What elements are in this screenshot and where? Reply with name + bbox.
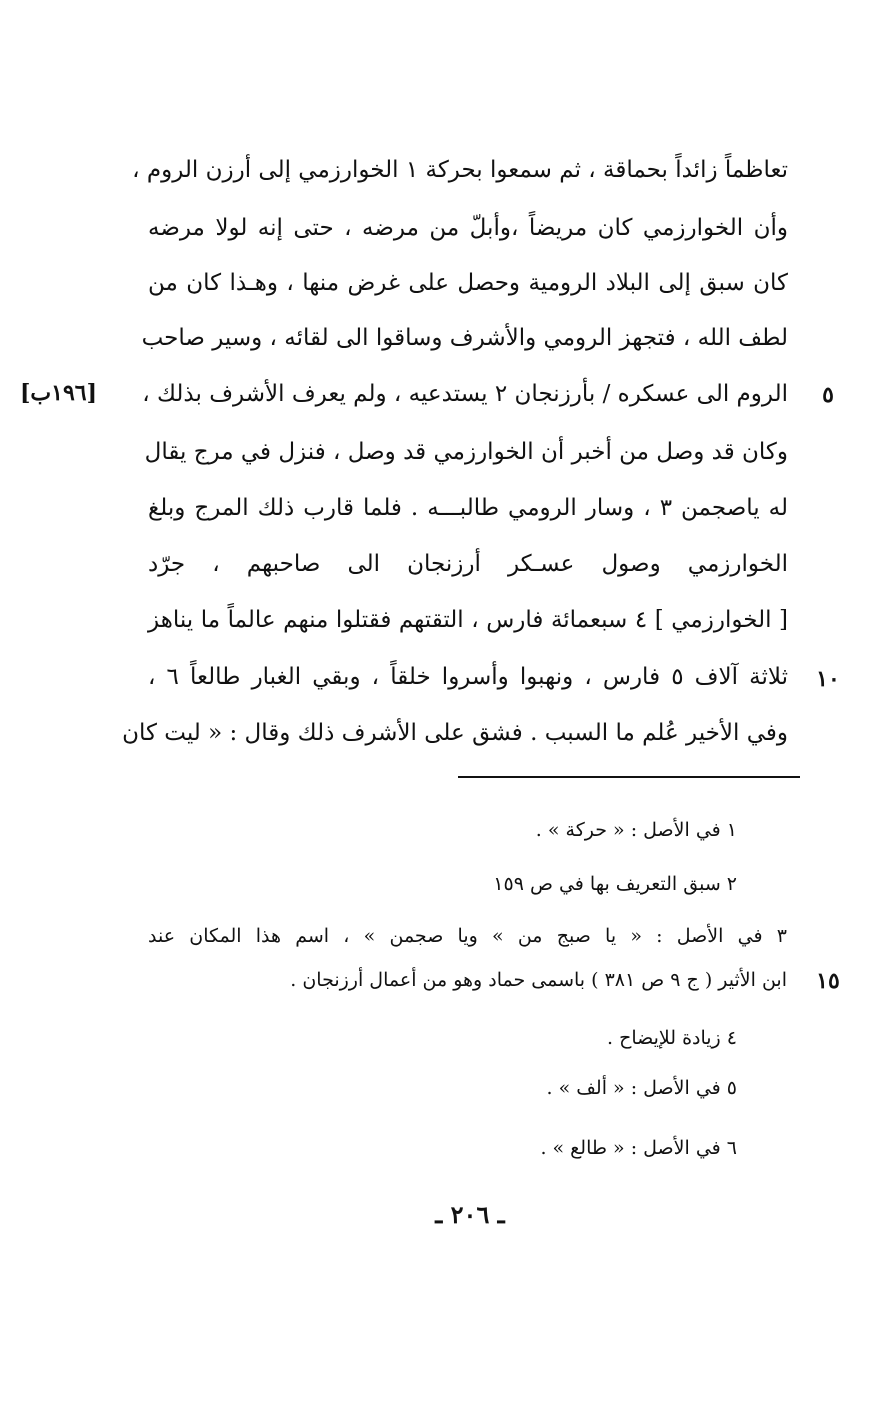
line-number-15: ١٥ — [816, 968, 840, 994]
footnote-3-continued: ابن الأثير ( ج ٩ ص ٣٨١ ) باسمى حماد وهو من أعمال أرزنجان . — [290, 969, 787, 991]
folio-marker: [١٩٦ب] — [20, 380, 97, 406]
footnote-3: ٣ في الأصل : « يا صبج من » ويا صجمن » ، اسم هذا المكان عند — [148, 925, 787, 947]
body-line-6: وكان قد وصل من أخبر أن الخوارزمي قد وصل ، فنزل في مرج يقال — [144, 439, 788, 465]
body-line-3: كان سبق إلى البلاد الرومية وحصل على غرض منها ، وهـذا كان من — [148, 270, 788, 296]
body-line-5: الروم الى عسكره / بأرزنجان ٢ يستدعيه ، ولم يعرف الأشرف بذلك ، — [142, 381, 788, 407]
body-line-7: له ياصجمن ٣ ، وسار الرومي طالبـــه . فلما قارب ذلك المرج وبلغ — [148, 495, 788, 521]
footnote-4: ٤ زيادة للإيضاح . — [607, 1027, 737, 1049]
footnote-2: ٢ سبق التعريف بها في ص ١٥٩ — [493, 873, 737, 895]
footnote-separator — [458, 776, 800, 778]
body-line-2: وأن الخوارزمي كان مريضاً ،وأبلّ من مرضه ، حتى إنه لولا مرضه — [148, 215, 788, 241]
body-line-1: تعاظماً زائداً بحماقة ، ثم سمعوا بحركة ١ الخوارزمي إلى أرزن الروم ، — [132, 157, 788, 183]
footnote-5: ٥ في الأصل : « ألف » . — [546, 1077, 737, 1099]
body-line-8: الخوارزمي وصول عسـكر أرزنجان الى صاحبهم ، جرّد — [148, 551, 788, 577]
footnote-6: ٦ في الأصل : « طالع » . — [540, 1137, 737, 1159]
body-line-10: ثلاثة آلاف ٥ فارس ، ونهبوا وأسروا خلقاً ، وبقي الغبار طالعاً ٦ ، — [148, 664, 788, 690]
body-line-9: [ الخوارزمي ] ٤ سبعمائة فارس ، التقتهم فقتلوا منهم عالماً ما يناهز — [148, 607, 788, 633]
body-line-11: وفي الأخير عُلم ما السبب . فشق على الأشرف ذلك وقال : « ليت كان — [122, 720, 788, 746]
line-number-5: ٥ — [822, 382, 834, 408]
page-number: ـ ٢٠٦ ـ — [435, 1200, 505, 1229]
body-line-4: لطف الله ، فتجهز الرومي والأشرف وساقوا الى لقائه ، وسير صاحب — [141, 325, 788, 351]
footnote-1: ١ في الأصل : « حركة » . — [535, 819, 737, 841]
line-number-10: ١٠ — [816, 666, 840, 692]
